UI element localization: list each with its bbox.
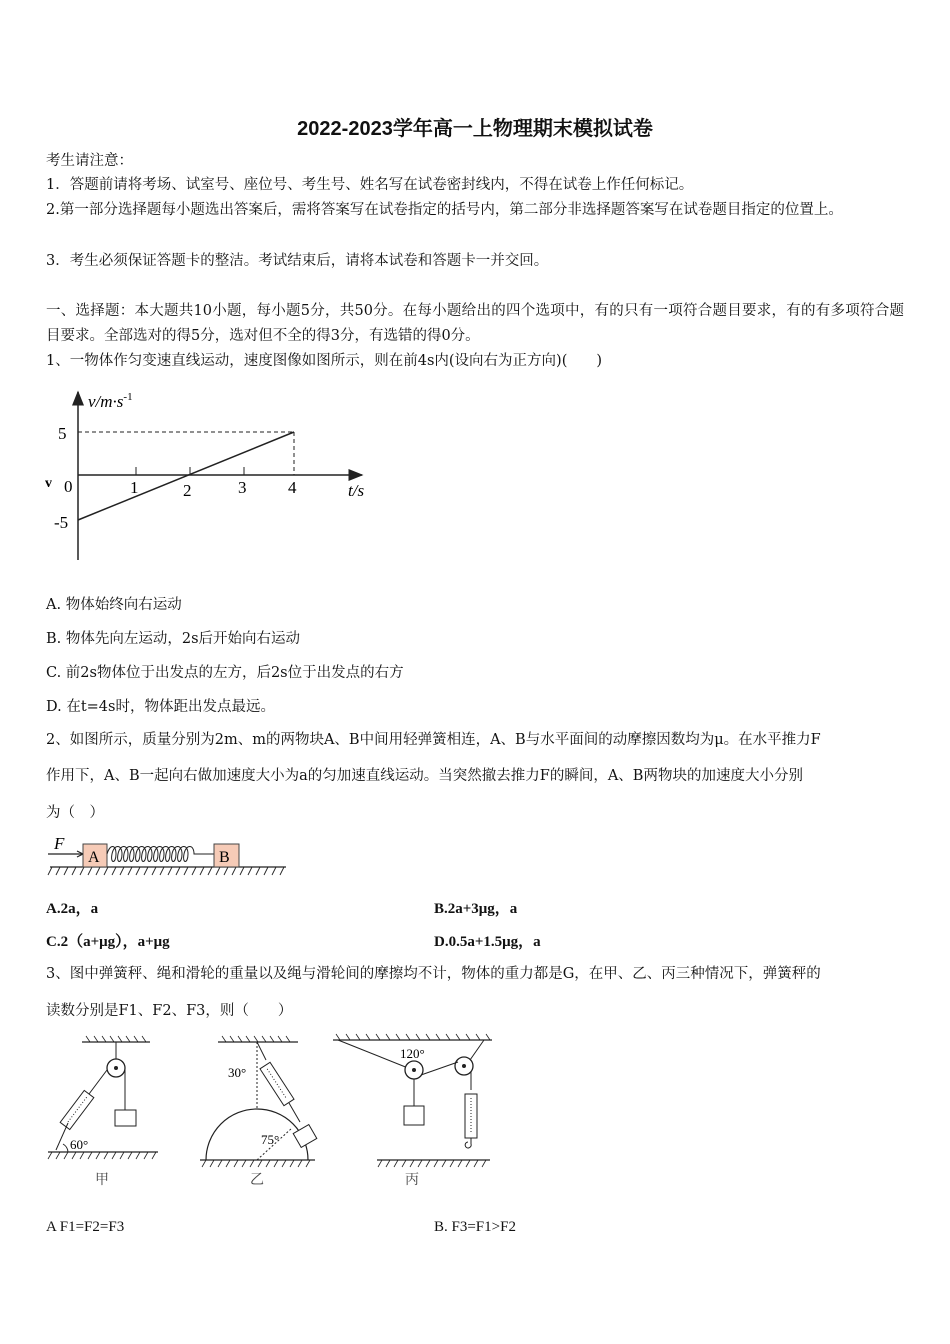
q1-velocity-graph — [40, 380, 380, 570]
y-axis-label: $v/m\cdot s^{-1}$ — [88, 391, 133, 411]
page-title: 2022-2023学年高一上物理期末模拟试卷 — [297, 118, 653, 140]
q3-stem-line-1: 3、图中弹簧秤、绳和滑轮的重量以及绳与滑轮间的摩擦均不计，物体的重力都是G，在甲、乙、丙三种情况下，弹簧秤的 — [46, 966, 821, 982]
q2-option-b: B.2a+3μg，a — [434, 901, 518, 917]
q1-stem: 1、一物体作匀变速直线运动，速度图像如图所示，则在前4s内(设向右为正方向)( ) — [46, 353, 603, 369]
figure-jia — [48, 1036, 158, 1188]
ytick-5: 5 — [58, 424, 67, 443]
hemisphere — [206, 1109, 308, 1160]
q2-stem-line-2: 作用下，A、B一起向右做加速度大小为a的匀加速直线运动。当突然撤去推力F的瞬间，A、B两物块的加速度大小分别 — [46, 768, 803, 784]
q2-option-a: A.2a，a — [46, 901, 99, 917]
label-jia: 甲 — [95, 1173, 109, 1188]
xtick-label-3: 3 — [238, 478, 247, 497]
q1-option-a: A. 物体始终向右运动 — [46, 597, 182, 613]
angle-30: 30° — [228, 1065, 247, 1080]
q3-option-a: A F1=F2=F3 — [46, 1219, 125, 1235]
xtick-label-1: 1 — [130, 478, 139, 497]
angle-120: 120° — [400, 1046, 425, 1061]
angle-60: 60° — [70, 1137, 89, 1152]
notice-heading: 考生请注意： — [46, 153, 133, 169]
xtick-label-2: 2 — [183, 481, 192, 500]
weight-jia — [115, 1110, 136, 1126]
block-a-label: A — [88, 849, 100, 866]
q1-option-b: B. 物体先向左运动，2s后开始向右运动 — [46, 631, 301, 647]
spring-scale-bing — [465, 1094, 477, 1148]
label-yi: 乙 — [250, 1173, 264, 1188]
spring — [107, 847, 214, 862]
side-v-label: v — [45, 476, 52, 491]
weight-bing — [404, 1106, 424, 1125]
section-heading: 一、选择题：本大题共10小题，每小题5分，共50分。在每小题给出的四个选项中，有的只有一项符合题目要求，有的有多项符合题目要求。全部选对的得5分，选对但不全的得3分，有选错的得0分。 — [46, 303, 904, 344]
label-bing: 丙 — [405, 1173, 419, 1188]
notice-item-1: 1．答题前请将考场、试室号、座位号、考生号、姓名写在试卷密封线内，不得在试卷上作任何标记。 — [46, 177, 694, 193]
q2-option-c: C.2（a+μg），a+μg — [46, 934, 170, 950]
q2-option-d: D.0.5a+1.5μg，a — [434, 934, 541, 950]
q3-pulley-figures — [40, 1032, 500, 1192]
velocity-line — [78, 432, 294, 520]
spring-scale-jia — [60, 1090, 94, 1129]
origin-label: 0 — [64, 477, 73, 496]
x-axis-label: t/s — [348, 481, 365, 500]
notice-item-3: 3．考生必须保证答题卡的整洁。考试结束后，请将本试卷和答题卡一并交回。 — [46, 253, 549, 269]
force-label: F — [54, 834, 65, 853]
ytick-minus5: -5 — [54, 513, 69, 532]
q2-spring-figure — [44, 832, 290, 880]
q1-option-c: C. 前2s物体位于出发点的左方，后2s位于出发点的右方 — [46, 665, 404, 681]
q3-stem-line-2: 读数分别是F1、F2、F3，则（ ） — [46, 1003, 293, 1019]
block-b-label: B — [219, 849, 230, 866]
angle-75: 75° — [261, 1132, 280, 1147]
q2-stem-line-1: 2、如图所示，质量分别为2m、m的两物块A、B中间用轻弹簧相连，A、B与水平面间的动摩擦因数均为μ。在水平推力F — [46, 732, 821, 748]
q3-option-b: B. F3=F1>F2 — [434, 1219, 516, 1235]
spring-scale-yi — [260, 1062, 294, 1105]
notice-item-2: 2.第一部分选择题每小题选出答案后，需将答案写在试卷指定的括号内，第二部分非选择题答案写在试卷题目指定的位置上。 — [46, 202, 843, 218]
q2-stem-line-3: 为（ ） — [46, 805, 104, 821]
figure-yi — [200, 1036, 317, 1188]
figure-bing — [333, 1034, 492, 1188]
ground-hatch — [48, 867, 284, 875]
xtick-label-4: 4 — [288, 478, 297, 497]
q1-option-d: D. 在t=4s时，物体距出发点最远。 — [46, 699, 275, 715]
